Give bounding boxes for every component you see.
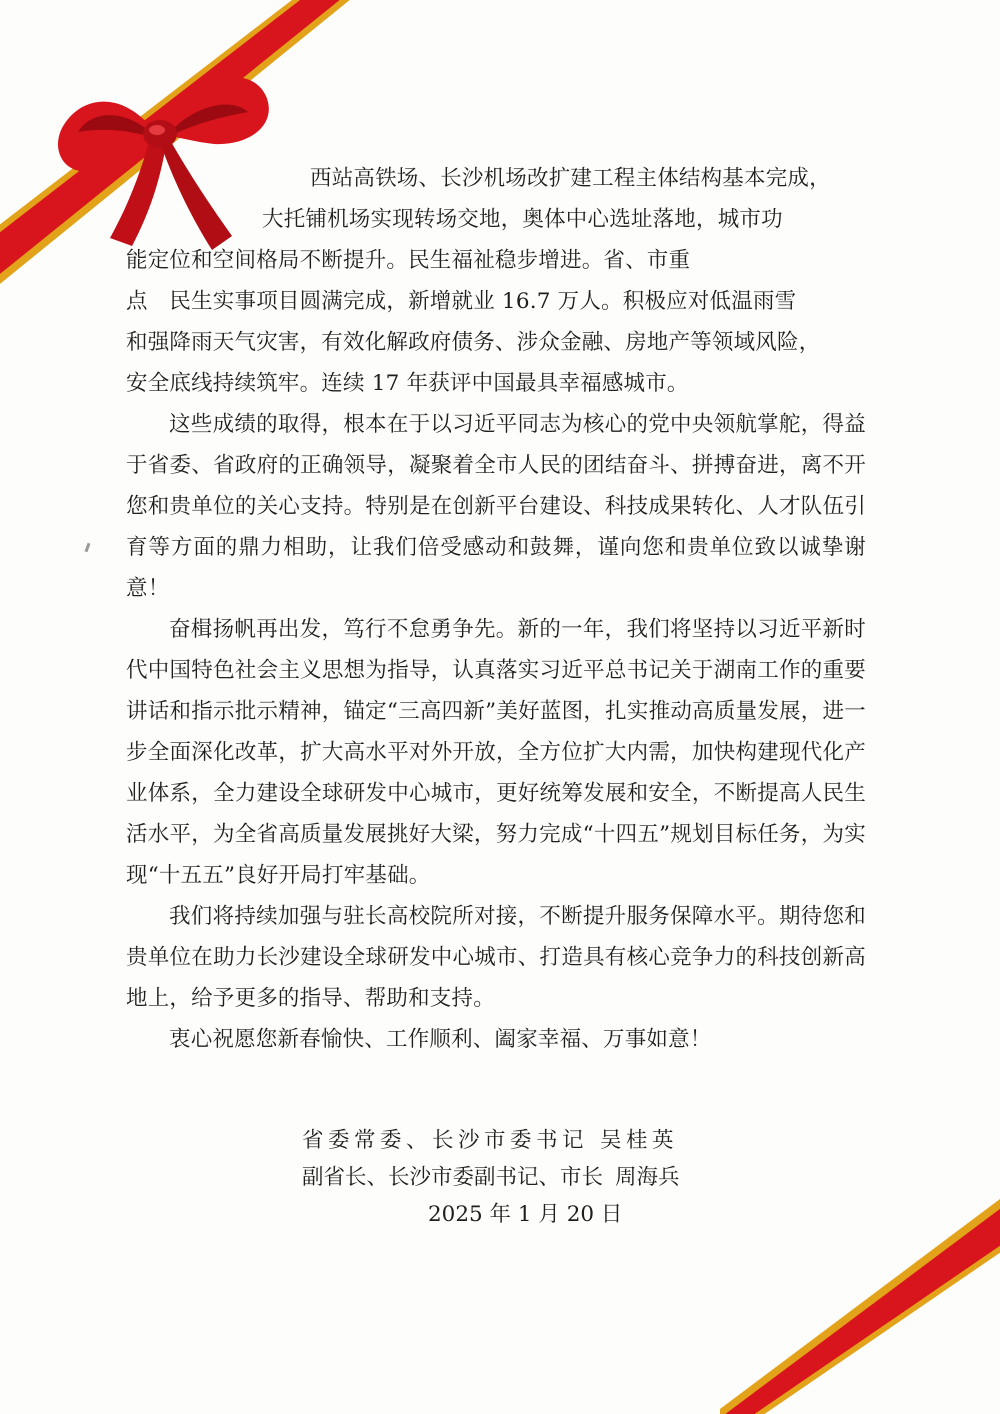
text-line: 大托铺机场实现转场交地，奥体中心选址落地，城市功 (262, 207, 783, 232)
paragraph-1 (126, 158, 866, 404)
signer-2-name: 周海兵 (615, 1165, 680, 1190)
scan-mark (85, 543, 91, 552)
signer-1-name: 吴桂英 (600, 1128, 679, 1153)
signer-2 (0, 1159, 1000, 1196)
text-line: 安全底线持续筑牢。连续 17 年获评中国最具幸福感城市。 (126, 371, 689, 396)
text-line: 西站高铁场、长沙机场改扩建工程主体结构基本完成， (310, 166, 831, 191)
text-line: 点 民生实事项目圆满完成，新增就业 16.7 万人。积极应对低温雨雪 (126, 289, 797, 314)
paragraph-4: 我们将持续加强与驻长高校院所对接，不断提升服务保障水平。期待您和贵单位在助力长沙建设全球研发中心城市、打造具有核心竞争力的科技创新高地上，给予更多的指导、帮助和支持。 (126, 904, 866, 1011)
signer-1 (0, 1122, 1000, 1159)
paragraph-3: 奋楫扬帆再出发，笃行不怠勇争先。新的一年，我们将坚持以习近平新时代中国特色社会主义思想为指导，认真落实习近平总书记关于湖南工作的重要讲话和指示批示精神，锚定“三高四新”美好蓝图，扎实推动高质量发展，进一步全面深化改革，扩大高水平对外开放，全方位扩大内需，加快构建现代化产业体系，全力建设全球研发中心城市，更好统筹发展和安全，不断提高人民生活水平，为全省高质量发展挑好大梁，努力完成“十四五”规划目标任务，为实现“十五五”良好开局打牢基础。 (126, 617, 866, 888)
signer-1-title: 省委常委、长沙市委书记 (302, 1128, 589, 1153)
paragraph-2: 这些成绩的取得，根本在于以习近平同志为核心的党中央领航掌舵，得益于省委、省政府的正确领导，凝聚着全市人民的团结奋斗、拼搏奋进，离不开您和贵单位的关心支持。特别是在创新平台建设、科技成果转化、人才队伍引育等方面的鼎力相助，让我们倍受感动和鼓舞，谨向您和贵单位致以诚挚谢意！ (126, 412, 866, 601)
text-line: 能定位和空间格局不断提升。民生福祉稳步增进。省、市重 (126, 248, 691, 273)
paragraph-5: 衷心祝愿您新春愉快、工作顺利、阖家幸福、万事如意！ (169, 1027, 712, 1052)
text-line: 和强降雨天气灾害，有效化解政府债务、涉众金融、房地产等领域风险， (126, 330, 821, 355)
signature-block (0, 1122, 1000, 1233)
letter-date: 2025 年 1 月 20 日 (428, 1202, 623, 1227)
signer-2-title: 副省长、长沙市委副书记、市长 (302, 1165, 604, 1190)
letter-body (126, 158, 866, 1060)
